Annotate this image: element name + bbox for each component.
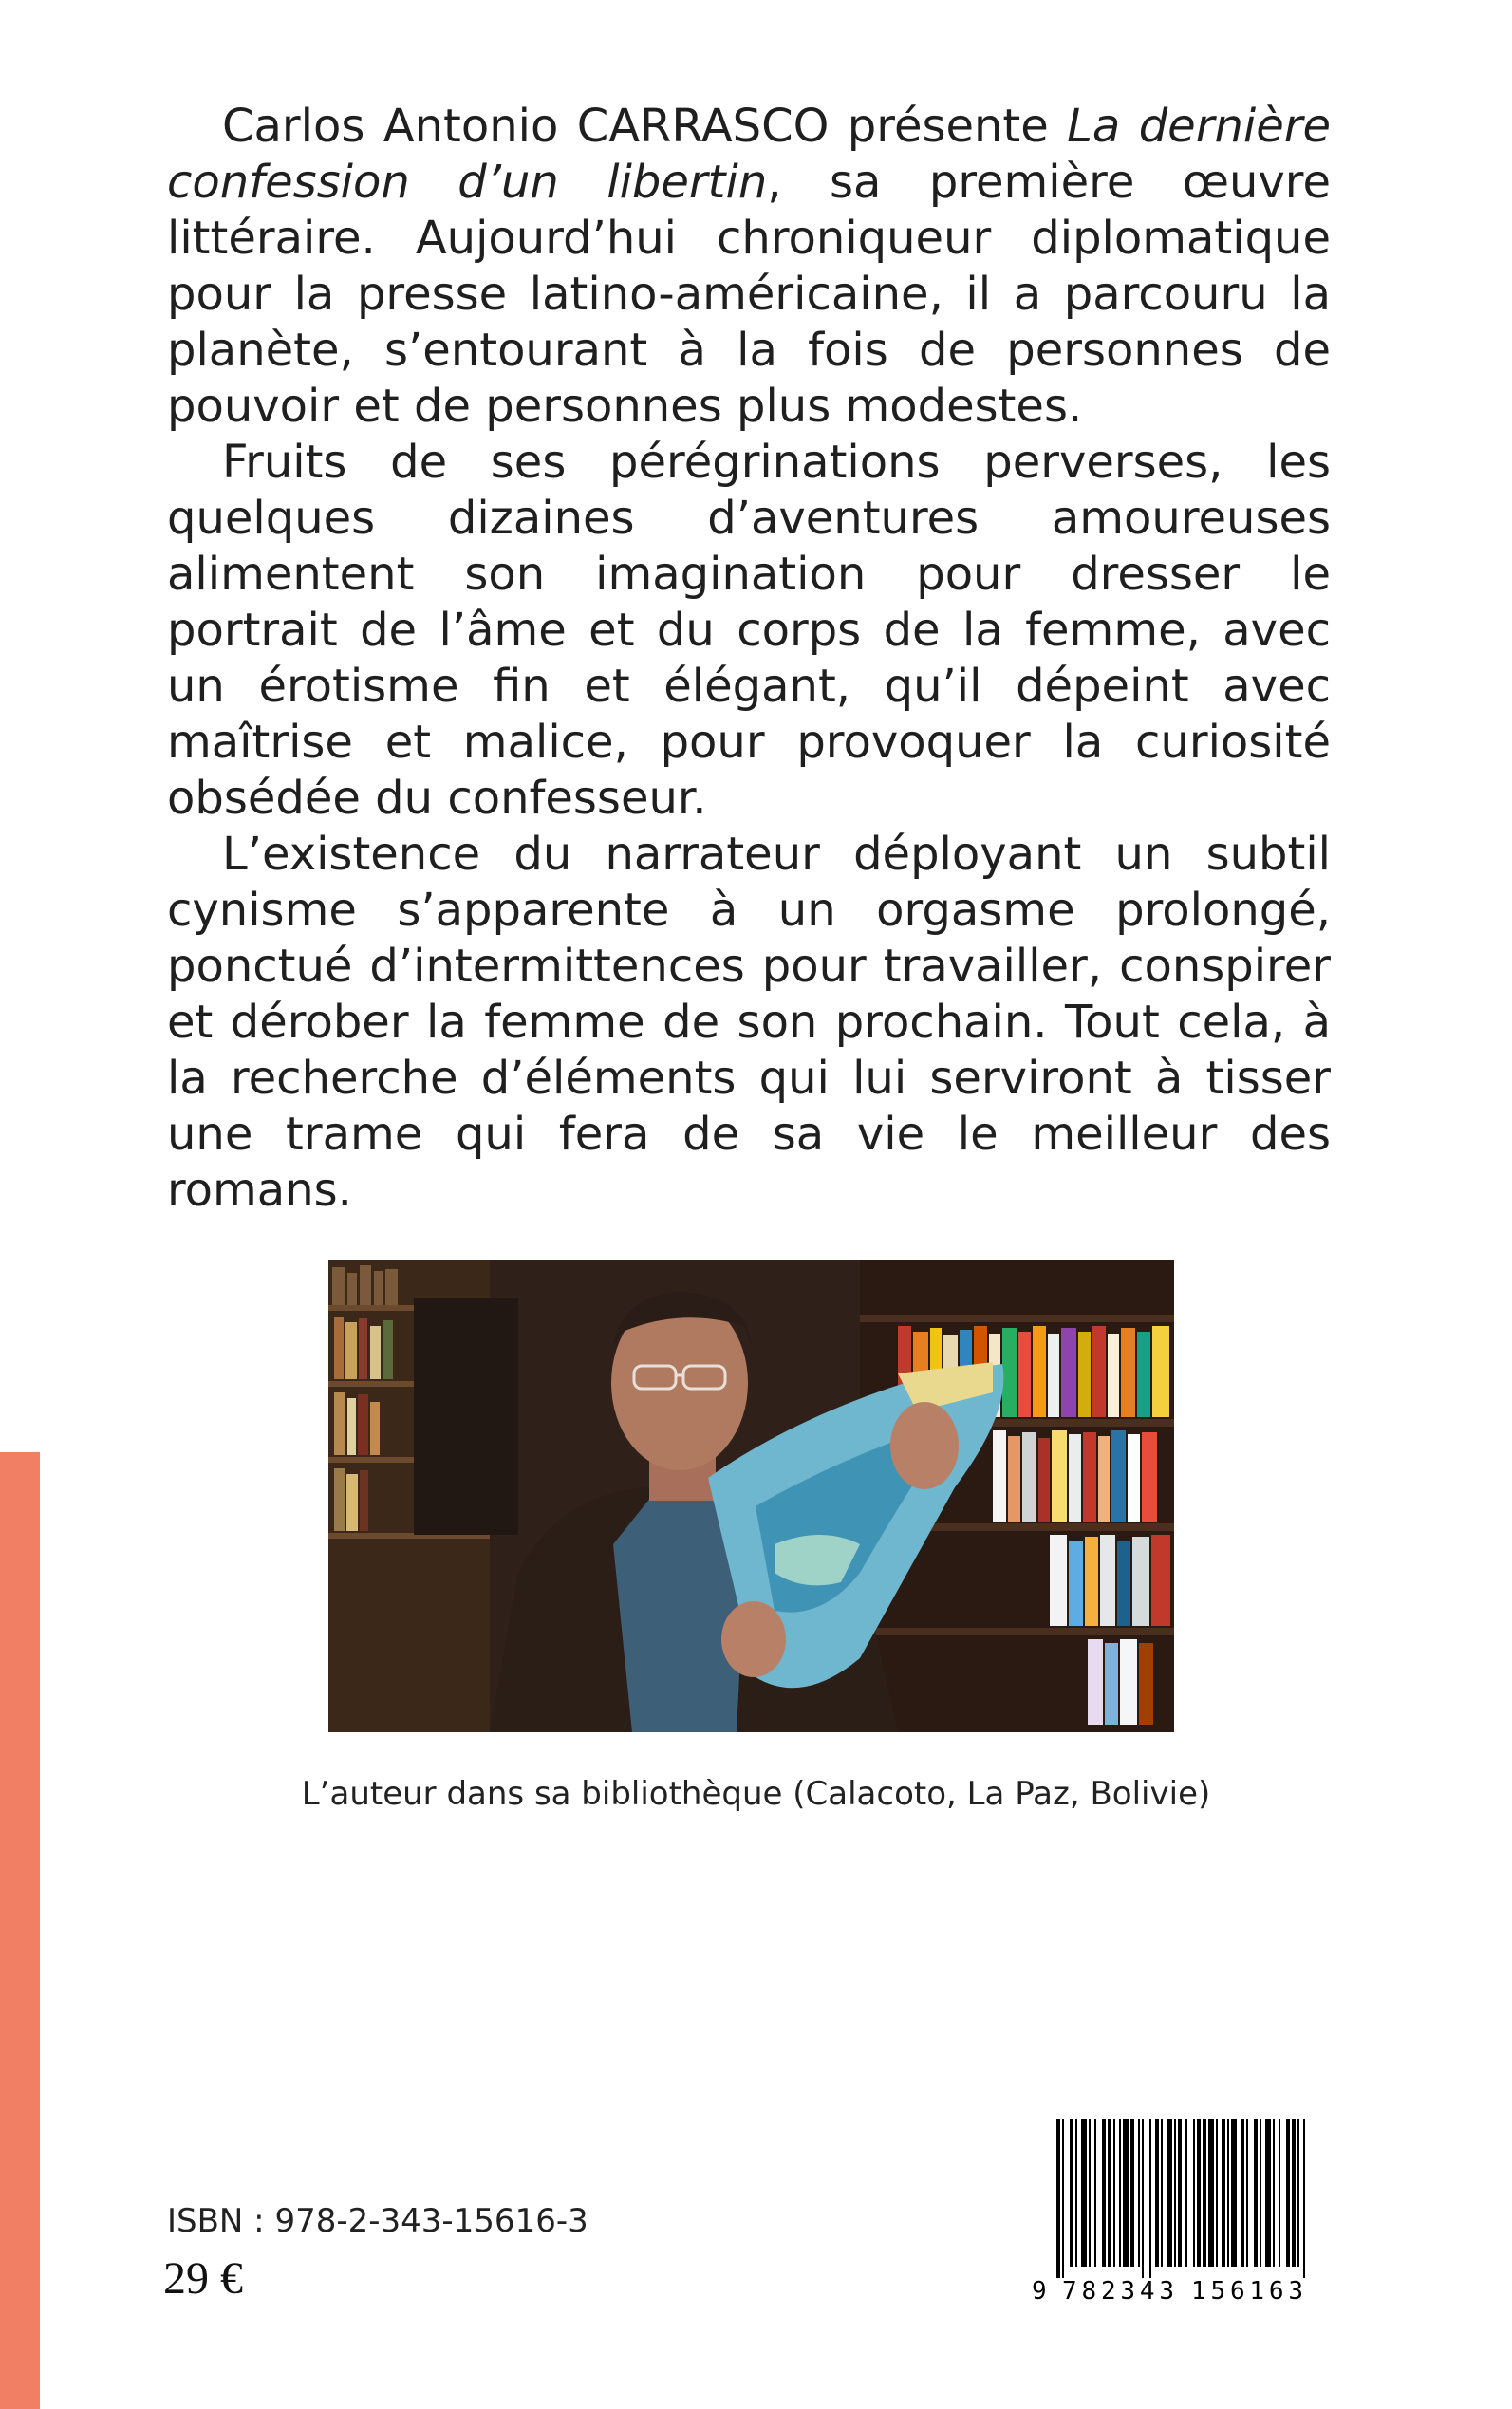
- barcode-bar: [1185, 2119, 1187, 2267]
- barcode-bar: [1123, 2119, 1129, 2267]
- barcode-bar: [1075, 2119, 1077, 2267]
- barcode-bar: [1161, 2119, 1163, 2267]
- barcode-bar: [1197, 2119, 1201, 2267]
- barcode-digits-group-2: 156163: [1191, 2277, 1303, 2305]
- barcode-bar: [1222, 2119, 1225, 2267]
- barcode-bar: [1260, 2119, 1261, 2267]
- barcode-bar: [1203, 2119, 1206, 2267]
- isbn-barcode: [1028, 2119, 1320, 2305]
- barcode-bar: [1089, 2119, 1091, 2267]
- barcode-bar: [1155, 2119, 1159, 2267]
- barcode-bar: [1178, 2119, 1182, 2267]
- barcode-digit-lead: 9: [1032, 2277, 1047, 2305]
- author-photo-illustration: [328, 1260, 1174, 1732]
- blurb-p1-intro: Carlos Antonio CARRASCO présente: [222, 100, 1068, 153]
- barcode-bar: [1286, 2119, 1290, 2267]
- barcode-bar: [1279, 2119, 1280, 2267]
- barcode-bar: [1254, 2119, 1258, 2267]
- barcode-bar: [1113, 2119, 1115, 2267]
- barcode-bar: [1167, 2119, 1172, 2267]
- barcode-bar: [1227, 2119, 1229, 2267]
- barcode-bar: [1241, 2119, 1244, 2267]
- barcode-bar: [1130, 2119, 1134, 2267]
- barcode-bar: [1094, 2119, 1096, 2267]
- barcode-graphic: [1028, 2119, 1320, 2305]
- blurb-paragraph-3: L’existence du narrateur déployant un subtil cynisme s’apparente à un orgasme prolongé, ponctué d’intermittences pour travailler, conspirer et dérober la femme de son prochain. Tout cela, à la recherche d’éléments qui lui serviront à tisser une trame qui fera de sa vie le meilleur des romans.: [167, 828, 1331, 1217]
- barcode-bar: [1062, 2119, 1064, 2278]
- author-photo: [328, 1260, 1174, 1732]
- barcode-digits-group-1: 782343: [1062, 2277, 1174, 2305]
- barcode-bar: [1056, 2119, 1060, 2278]
- back-cover-blurb: [167, 99, 1331, 1219]
- barcode-bar: [1273, 2119, 1275, 2267]
- barcode-bar: [1174, 2119, 1176, 2267]
- barcode-bar: [1193, 2119, 1195, 2267]
- barcode-bar: [1138, 2119, 1140, 2267]
- blurb-paragraph-2: Fruits de ses pérégrinations perverses, les quelques dizaines d’aventures amoureuses alimentent son imagination pour dresser le portrait de l’âme et du corps de la femme, avec un érotisme fin et élégant, qu’il dépeint avec maîtrise et malice, pour provoquer la curiosité obsédée du confesseur.: [167, 436, 1331, 825]
- spine-accent-stripe: [0, 1452, 40, 2409]
- barcode-bar: [1108, 2119, 1111, 2267]
- barcode-bar: [1102, 2119, 1106, 2267]
- isbn-label: ISBN : 978-2-343-15616-3: [167, 2202, 588, 2240]
- barcode-bar: [1303, 2119, 1305, 2278]
- price-label: 29 €: [163, 2253, 243, 2304]
- barcode-bar: [1297, 2119, 1299, 2267]
- barcode-bar: [1208, 2119, 1214, 2267]
- barcode-bar: [1265, 2119, 1271, 2267]
- barcode-bar: [1246, 2119, 1248, 2267]
- blurb-p1-rest: , sa première œuvre littéraire. Aujourd’hui chroniqueur diplomatique pour la presse latino-américaine, il a parcouru la planète, s’entourant à la fois de personnes de pouvoir et de personnes plus modestes.: [167, 156, 1331, 433]
- barcode-bar: [1142, 2119, 1144, 2278]
- book-title: La dernière confession d’un libertin: [167, 100, 1331, 209]
- barcode-bar: [1292, 2119, 1296, 2267]
- barcode-bar: [1149, 2119, 1151, 2278]
- barcode-bar: [1081, 2119, 1087, 2267]
- blurb-paragraph-1: [167, 99, 1331, 435]
- photo-caption: L’auteur dans sa bibliothèque (Calacoto, La Paz, Bolivie): [301, 1775, 1211, 1813]
- barcode-bar: [1070, 2119, 1073, 2267]
- barcode-bar: [1231, 2119, 1237, 2267]
- barcode-bar: [1119, 2119, 1121, 2267]
- barcode-bar: [1216, 2119, 1218, 2267]
